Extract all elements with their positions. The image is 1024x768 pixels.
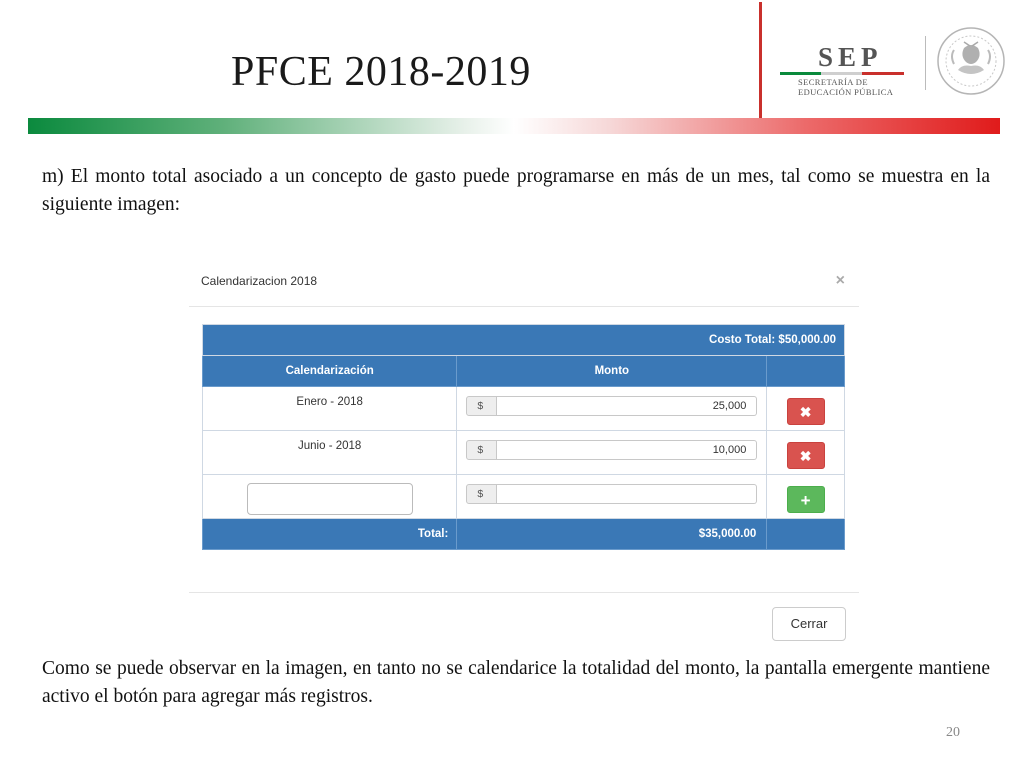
table-row [203, 431, 845, 475]
modal-title: Calendarizacion 2018 [201, 274, 318, 288]
delete-icon: ✖ [799, 404, 812, 420]
currency-addon: $ [466, 396, 497, 416]
amount-input[interactable]: 10,000 [497, 440, 757, 460]
table-header-row [203, 356, 845, 387]
sep-acronym: SEP [818, 42, 883, 72]
sep-logo [780, 42, 910, 98]
month-label: Enero - 2018 [296, 396, 363, 408]
calendarizacion-modal [189, 262, 859, 645]
costo-total-label: Costo Total: $50,000.00 [203, 325, 845, 356]
logo-divider [925, 36, 926, 90]
month-select-input[interactable] [247, 483, 413, 515]
currency-addon: $ [466, 440, 497, 460]
slide-title: PFCE 2018-2019 [231, 49, 531, 95]
amount-input-group [466, 440, 757, 460]
page-number: 20 [946, 725, 960, 740]
currency-addon: $ [466, 484, 497, 504]
sep-logo-line1: SECRETARÍA DE [798, 77, 868, 87]
table-row [203, 387, 845, 431]
close-icon[interactable]: × [835, 272, 845, 289]
amount-input-group [466, 396, 757, 416]
cerrar-button[interactable]: Cerrar [772, 607, 846, 641]
header-monto: Monto [457, 356, 767, 387]
conclusion-paragraph: Como se puede observar en la imagen, en tanto no se calendarice la totalidad del monto, la pantalla emergente mantiene activo el botón para agregar más registros. [42, 658, 990, 707]
amount-input-group [466, 484, 757, 504]
total-value: $35,000.00 [457, 519, 767, 550]
coat-of-arms-seal-icon [936, 26, 1006, 96]
sep-logo-rule [780, 72, 904, 75]
delete-row-button[interactable] [787, 442, 825, 469]
delete-row-button[interactable] [787, 398, 825, 425]
total-label: Total: [203, 519, 457, 550]
mexico-tricolor-bar [28, 118, 1000, 134]
header-calendarizacion: Calendarización [203, 356, 457, 387]
costo-total-row [203, 325, 845, 356]
modal-footer-divider [189, 592, 859, 593]
month-label: Junio - 2018 [298, 440, 362, 452]
add-icon: + [800, 491, 811, 510]
sep-logo-line2: EDUCACIÓN PÚBLICA [798, 87, 894, 97]
total-row [203, 519, 845, 550]
total-actions-cell [767, 519, 845, 550]
delete-icon: ✖ [799, 448, 812, 464]
modal-header-divider [189, 306, 859, 307]
header-actions [767, 356, 845, 387]
amount-input[interactable] [497, 484, 757, 504]
header-red-divider [759, 2, 762, 118]
calendarizacion-table [202, 324, 845, 550]
add-row-button[interactable] [787, 486, 825, 513]
table-row [203, 475, 845, 519]
intro-paragraph: m) El monto total asociado a un concepto de gasto puede programarse en más de un mes, tal como se muestra en la siguiente imagen: [42, 166, 990, 215]
amount-input[interactable]: 25,000 [497, 396, 757, 416]
